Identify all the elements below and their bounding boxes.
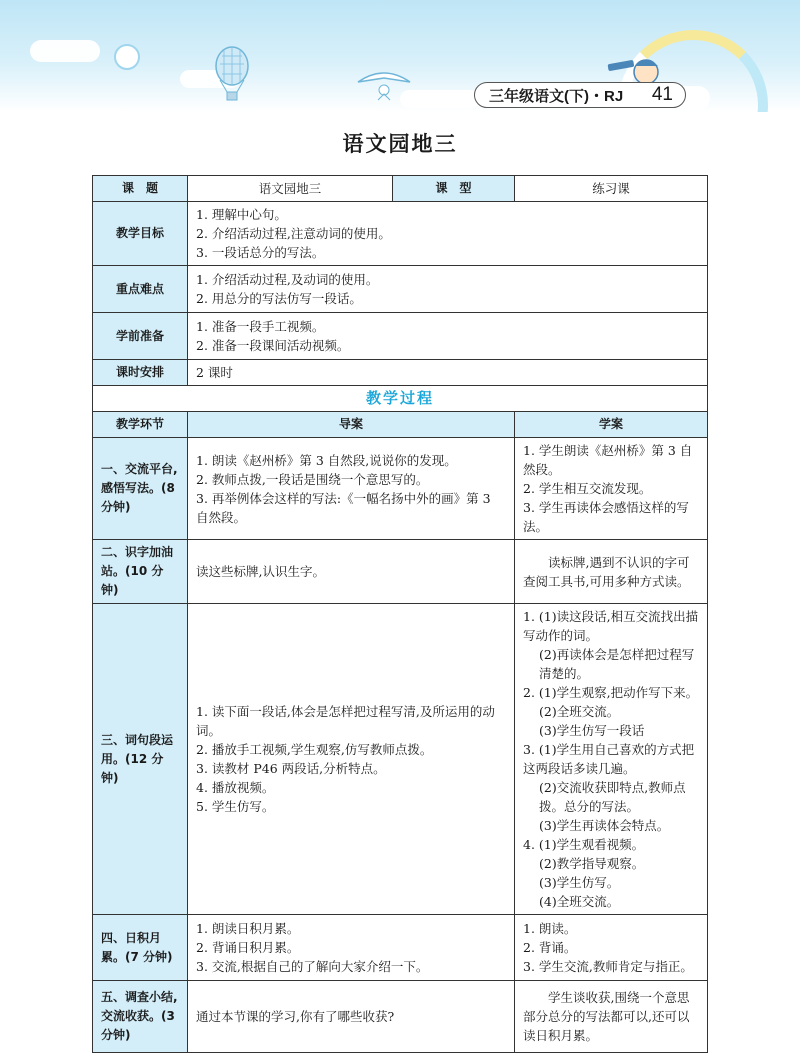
type-value: 练习课 <box>515 176 708 202</box>
guide-cell <box>188 981 515 1053</box>
guide-cell <box>188 540 515 604</box>
hot-air-balloon-icon <box>212 46 252 106</box>
study-item: 2. 背诵。 <box>523 940 577 955</box>
study-item: (2)全班交流。 <box>539 704 620 719</box>
study-cell <box>515 981 708 1053</box>
cloud-decoration <box>30 40 100 62</box>
guide-item: 3. 交流,根据自己的了解向大家介绍一下。 <box>196 959 429 974</box>
study-item: 1. 朗读。 <box>523 921 577 936</box>
guide-item: 2. 播放手工视频,学生观察,仿写教师点拨。 <box>196 742 433 757</box>
study-item: 4. (1)学生观看视频。 <box>523 837 645 852</box>
guide-cell <box>188 915 515 981</box>
focus-label: 重点难点 <box>93 266 188 313</box>
type-label: 课 型 <box>393 176 515 202</box>
study-cell <box>515 915 708 981</box>
book-label: 三年级语文(下)・RJ <box>489 87 624 105</box>
study-item: 3. 学生再读体会感悟这样的写法。 <box>523 500 689 534</box>
study-cell <box>515 540 708 604</box>
study-item: 读标牌,遇到不认识的字可查阅工具书,可用多种方式读。 <box>523 554 690 589</box>
stage-cell: 一、交流平台,感悟写法。(8 分钟) <box>93 438 188 540</box>
process-col-guide: 导案 <box>188 412 515 438</box>
goal-item: 1. 理解中心句。 <box>196 207 287 222</box>
stage-cell: 五、调查小结,交流收获。(3 分钟) <box>93 981 188 1053</box>
guide-item: 1. 读下面一段话,体会是怎样把过程写清,及所运用的动词。 <box>196 704 495 738</box>
goal-item: 3. 一段话总分的写法。 <box>196 245 325 260</box>
guide-item: 读这些标牌,认识生字。 <box>196 564 325 579</box>
process-col-stage: 教学环节 <box>93 412 188 438</box>
table-row <box>93 981 708 1053</box>
header-banner <box>0 0 800 112</box>
page-number: 41 <box>651 84 673 105</box>
study-item: (4)全班交流。 <box>539 894 620 909</box>
book-page-tag <box>474 82 686 108</box>
lesson-plan-table <box>92 175 708 1053</box>
study-item: (3)学生仿写一段话 <box>539 723 645 738</box>
hours-label: 课时安排 <box>93 360 188 386</box>
prep-item: 1. 准备一段手工视频。 <box>196 319 325 334</box>
study-cell <box>515 438 708 540</box>
process-title: 教学过程 <box>93 386 708 412</box>
guide-item: 2. 背诵日积月累。 <box>196 940 300 955</box>
table-row <box>93 604 708 915</box>
table-row <box>93 915 708 981</box>
focus-cell <box>188 266 708 313</box>
sun-icon <box>114 44 140 70</box>
hang-glider-icon <box>356 64 412 104</box>
guide-cell <box>188 604 515 915</box>
guide-item: 2. 教师点拨,一段话是围绕一个意思写的。 <box>196 471 429 487</box>
table-row <box>93 438 708 540</box>
topic-value: 语文园地三 <box>188 176 393 202</box>
page-title: 语文园地三 <box>342 131 458 156</box>
prep-cell <box>188 313 708 360</box>
stage-cell: 四、日积月累。(7 分钟) <box>93 915 188 981</box>
guide-item: 3. 读教材 P46 两段话,分析特点。 <box>196 761 386 776</box>
guide-item: 1. 朗读日积月累。 <box>196 921 300 936</box>
study-item: 1. (1)读这段话,相互交流找出描写动作的词。 <box>523 609 699 643</box>
goals-label: 教学目标 <box>93 202 188 266</box>
study-item: 1. 学生朗读《赵州桥》第 3 自然段。 <box>523 443 693 477</box>
process-col-study: 学案 <box>515 412 708 438</box>
study-item: (2)再读体会是怎样把过程写清楚的。 <box>539 647 695 681</box>
hours-value: 2 课时 <box>188 360 708 386</box>
study-item: 3. (1)学生用自己喜欢的方式把这两段话多读几遍。 <box>523 742 695 776</box>
focus-item: 2. 用总分的写法仿写一段话。 <box>196 291 362 306</box>
prep-item: 2. 准备一段课间活动视频。 <box>196 338 350 353</box>
study-cell <box>515 604 708 915</box>
study-item: (3)学生再读体会特点。 <box>539 818 670 833</box>
guide-cell <box>188 438 515 540</box>
table-row <box>93 540 708 604</box>
study-item: (2)教学指导观察。 <box>539 856 645 871</box>
study-item: 2. (1)学生观察,把动作写下来。 <box>523 685 699 700</box>
study-item: (2)交流收获即特点,教师点拨。总分的写法。 <box>539 780 686 814</box>
study-item: 2. 学生相互交流发现。 <box>523 481 652 496</box>
stage-cell: 二、识字加油站。(10 分钟) <box>93 540 188 604</box>
guide-item: 3. 再举例体会这样的写法:《一幅名扬中外的画》第 3 自然段。 <box>196 490 491 525</box>
cloud-decoration <box>400 90 480 108</box>
goals-cell <box>188 202 708 266</box>
guide-item: 4. 播放视频。 <box>196 780 275 795</box>
guide-item: 5. 学生仿写。 <box>196 799 275 814</box>
stage-cell: 三、词句段运用。(12 分钟) <box>93 604 188 915</box>
focus-item: 1. 介绍活动过程,及动词的使用。 <box>196 272 379 287</box>
guide-item: 通过本节课的学习,你有了哪些收获? <box>196 1009 395 1024</box>
study-item: (3)学生仿写。 <box>539 875 620 890</box>
goal-item: 2. 介绍活动过程,注意动词的使用。 <box>196 226 391 241</box>
study-item: 3. 学生交流,教师肯定与指正。 <box>523 959 693 974</box>
study-item: 学生谈收获,围绕一个意思部分总分的写法都可以,还可以读日积月累。 <box>523 990 690 1043</box>
topic-label: 课 题 <box>93 176 188 202</box>
prep-label: 学前准备 <box>93 313 188 360</box>
guide-item: 1. 朗读《赵州桥》第 3 自然段,说说你的发现。 <box>196 452 457 468</box>
